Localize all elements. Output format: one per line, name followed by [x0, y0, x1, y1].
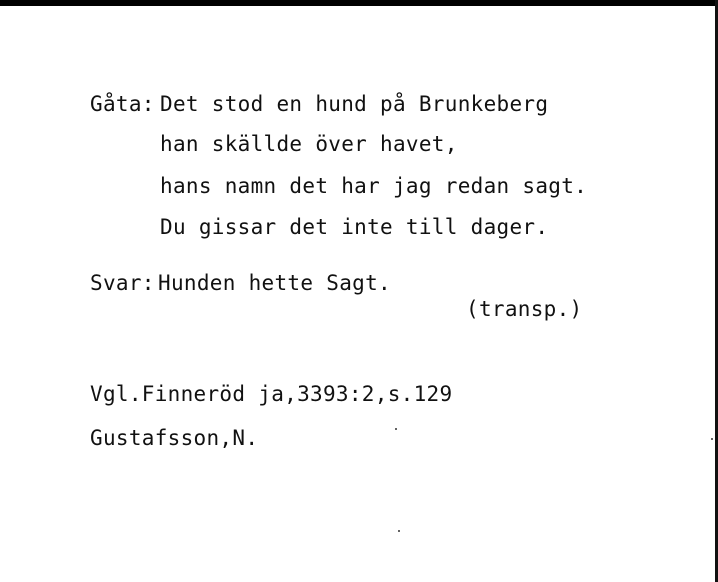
reference-source: Vgl.Finneröd ja,3393:2,s.129: [90, 382, 453, 406]
paper-speck: [398, 530, 400, 532]
riddle-line-3: hans namn det har jag redan sagt.: [160, 174, 588, 198]
riddle-line-4: Du gissar det inte till dager.: [160, 215, 549, 239]
answer-label: Svar:: [90, 271, 155, 295]
riddle-label: Gåta:: [90, 92, 155, 116]
answer-note: (transp.): [466, 297, 583, 321]
answer-text: Hunden hette Sagt.: [158, 271, 391, 295]
card-top-border: [0, 0, 718, 6]
riddle-line-2: han skällde över havet,: [160, 132, 458, 156]
paper-speck: [395, 428, 397, 430]
riddle-line-1: Det stod en hund på Brunkeberg: [160, 92, 549, 116]
reference-collector: Gustafsson,N.: [90, 426, 259, 450]
paper-speck: [711, 438, 713, 440]
